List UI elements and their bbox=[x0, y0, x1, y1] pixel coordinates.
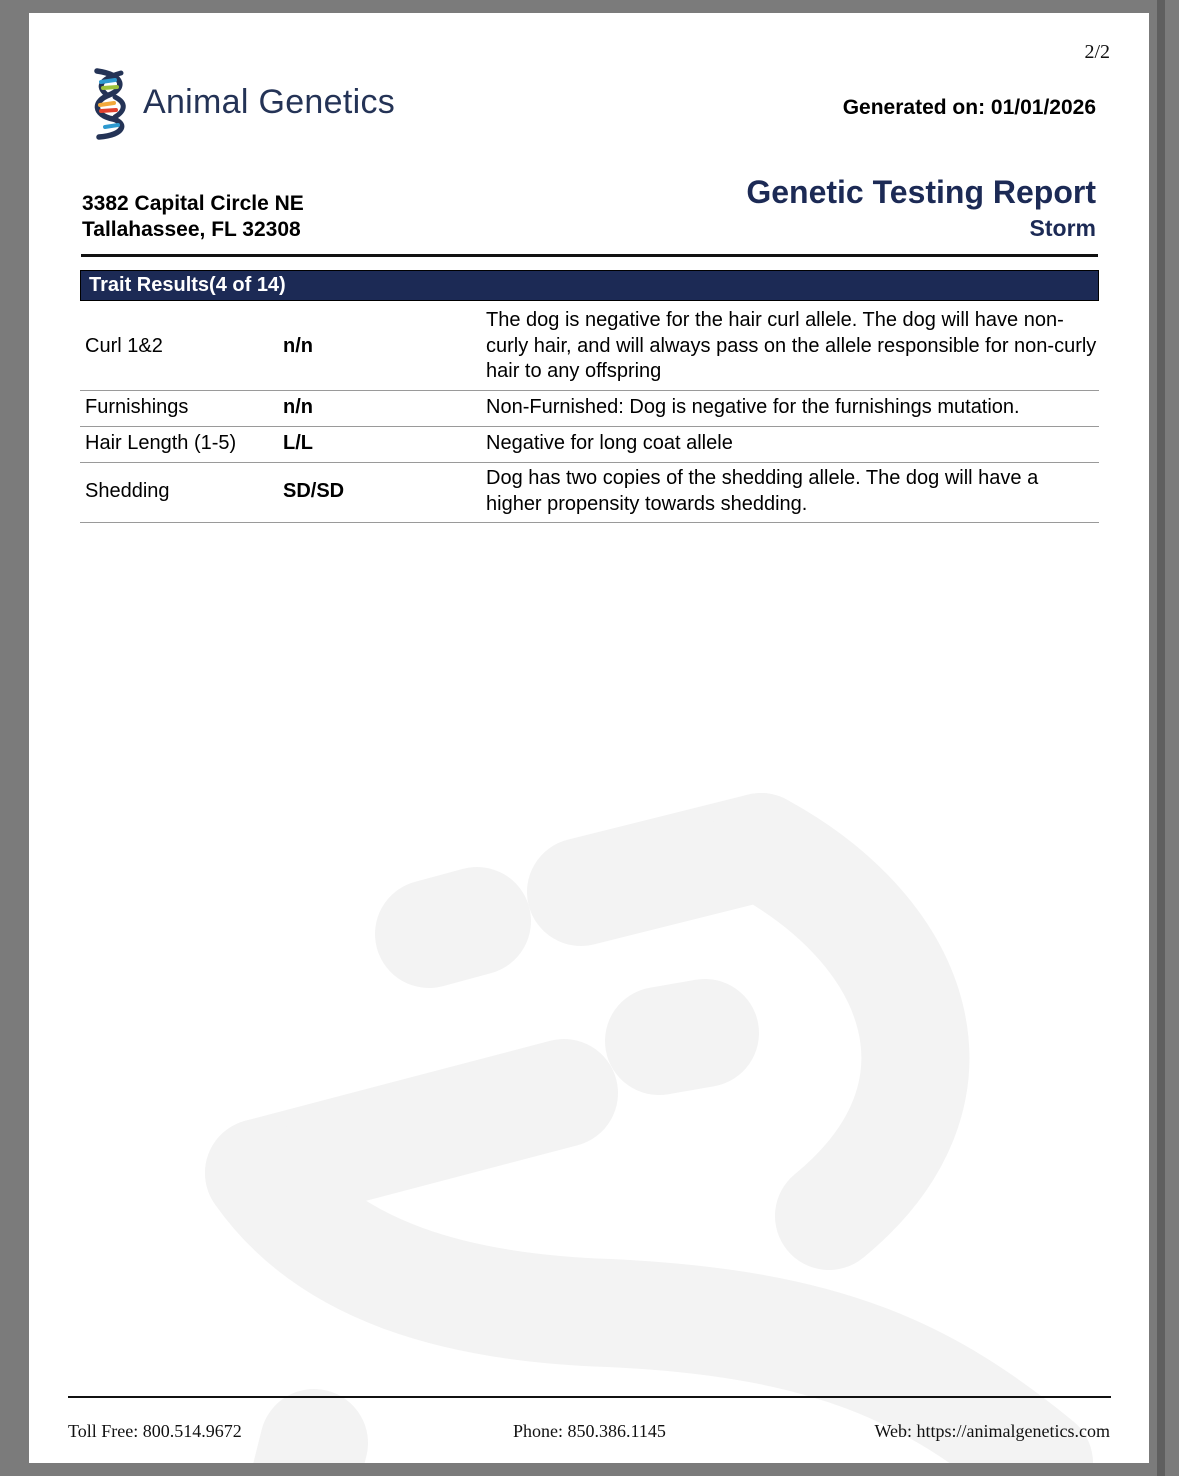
table-row bbox=[80, 462, 1099, 522]
header-divider bbox=[81, 254, 1098, 257]
trait-description: Dog has two copies of the shedding allele. The dog will have a higher propensity towards shedding. bbox=[486, 462, 1099, 522]
report-title: Genetic Testing Report bbox=[746, 174, 1096, 210]
trait-name: Hair Length (1-5) bbox=[80, 426, 283, 462]
trait-description: Negative for long coat allele bbox=[486, 426, 1099, 462]
trait-description: The dog is negative for the hair curl allele. The dog will have non-curly hair, and will always pass on the allele responsible for non-curly hair to any offspring bbox=[486, 304, 1099, 390]
address-line-2: Tallahassee, FL 32308 bbox=[82, 218, 301, 241]
trait-name: Furnishings bbox=[80, 390, 283, 426]
viewer-scrollbar[interactable] bbox=[1157, 0, 1165, 1476]
trait-name: Curl 1&2 bbox=[80, 304, 283, 390]
address-line-1: 3382 Capital Circle NE bbox=[82, 192, 304, 215]
footer-divider bbox=[68, 1396, 1111, 1398]
dna-helix-logo-icon bbox=[85, 67, 135, 141]
trait-results-table bbox=[80, 304, 1099, 523]
document-page bbox=[29, 13, 1149, 1463]
report-subject: Storm bbox=[1029, 215, 1096, 241]
footer-web-link[interactable]: Web: https://animalgenetics.com bbox=[874, 1421, 1110, 1441]
lab-address bbox=[82, 191, 304, 243]
section-header: Trait Results(4 of 14) bbox=[80, 270, 1099, 301]
table-row bbox=[80, 390, 1099, 426]
table-row bbox=[80, 304, 1099, 390]
generated-date: Generated on: 01/01/2026 bbox=[842, 96, 1096, 119]
brand-name: Animal Genetics bbox=[143, 83, 396, 121]
trait-description: Non-Furnished: Dog is negative for the furnishings mutation. bbox=[486, 390, 1099, 426]
page-number: 2/2 bbox=[1084, 41, 1110, 63]
trait-genotype: n/n bbox=[283, 304, 486, 390]
trait-genotype: SD/SD bbox=[283, 462, 486, 522]
trait-name: Shedding bbox=[80, 462, 283, 522]
trait-genotype: n/n bbox=[283, 390, 486, 426]
footer-toll-free: Toll Free: 800.514.9672 bbox=[68, 1421, 242, 1441]
footer-phone: Phone: 850.386.1145 bbox=[513, 1421, 666, 1441]
table-row bbox=[80, 426, 1099, 462]
trait-genotype: L/L bbox=[283, 426, 486, 462]
